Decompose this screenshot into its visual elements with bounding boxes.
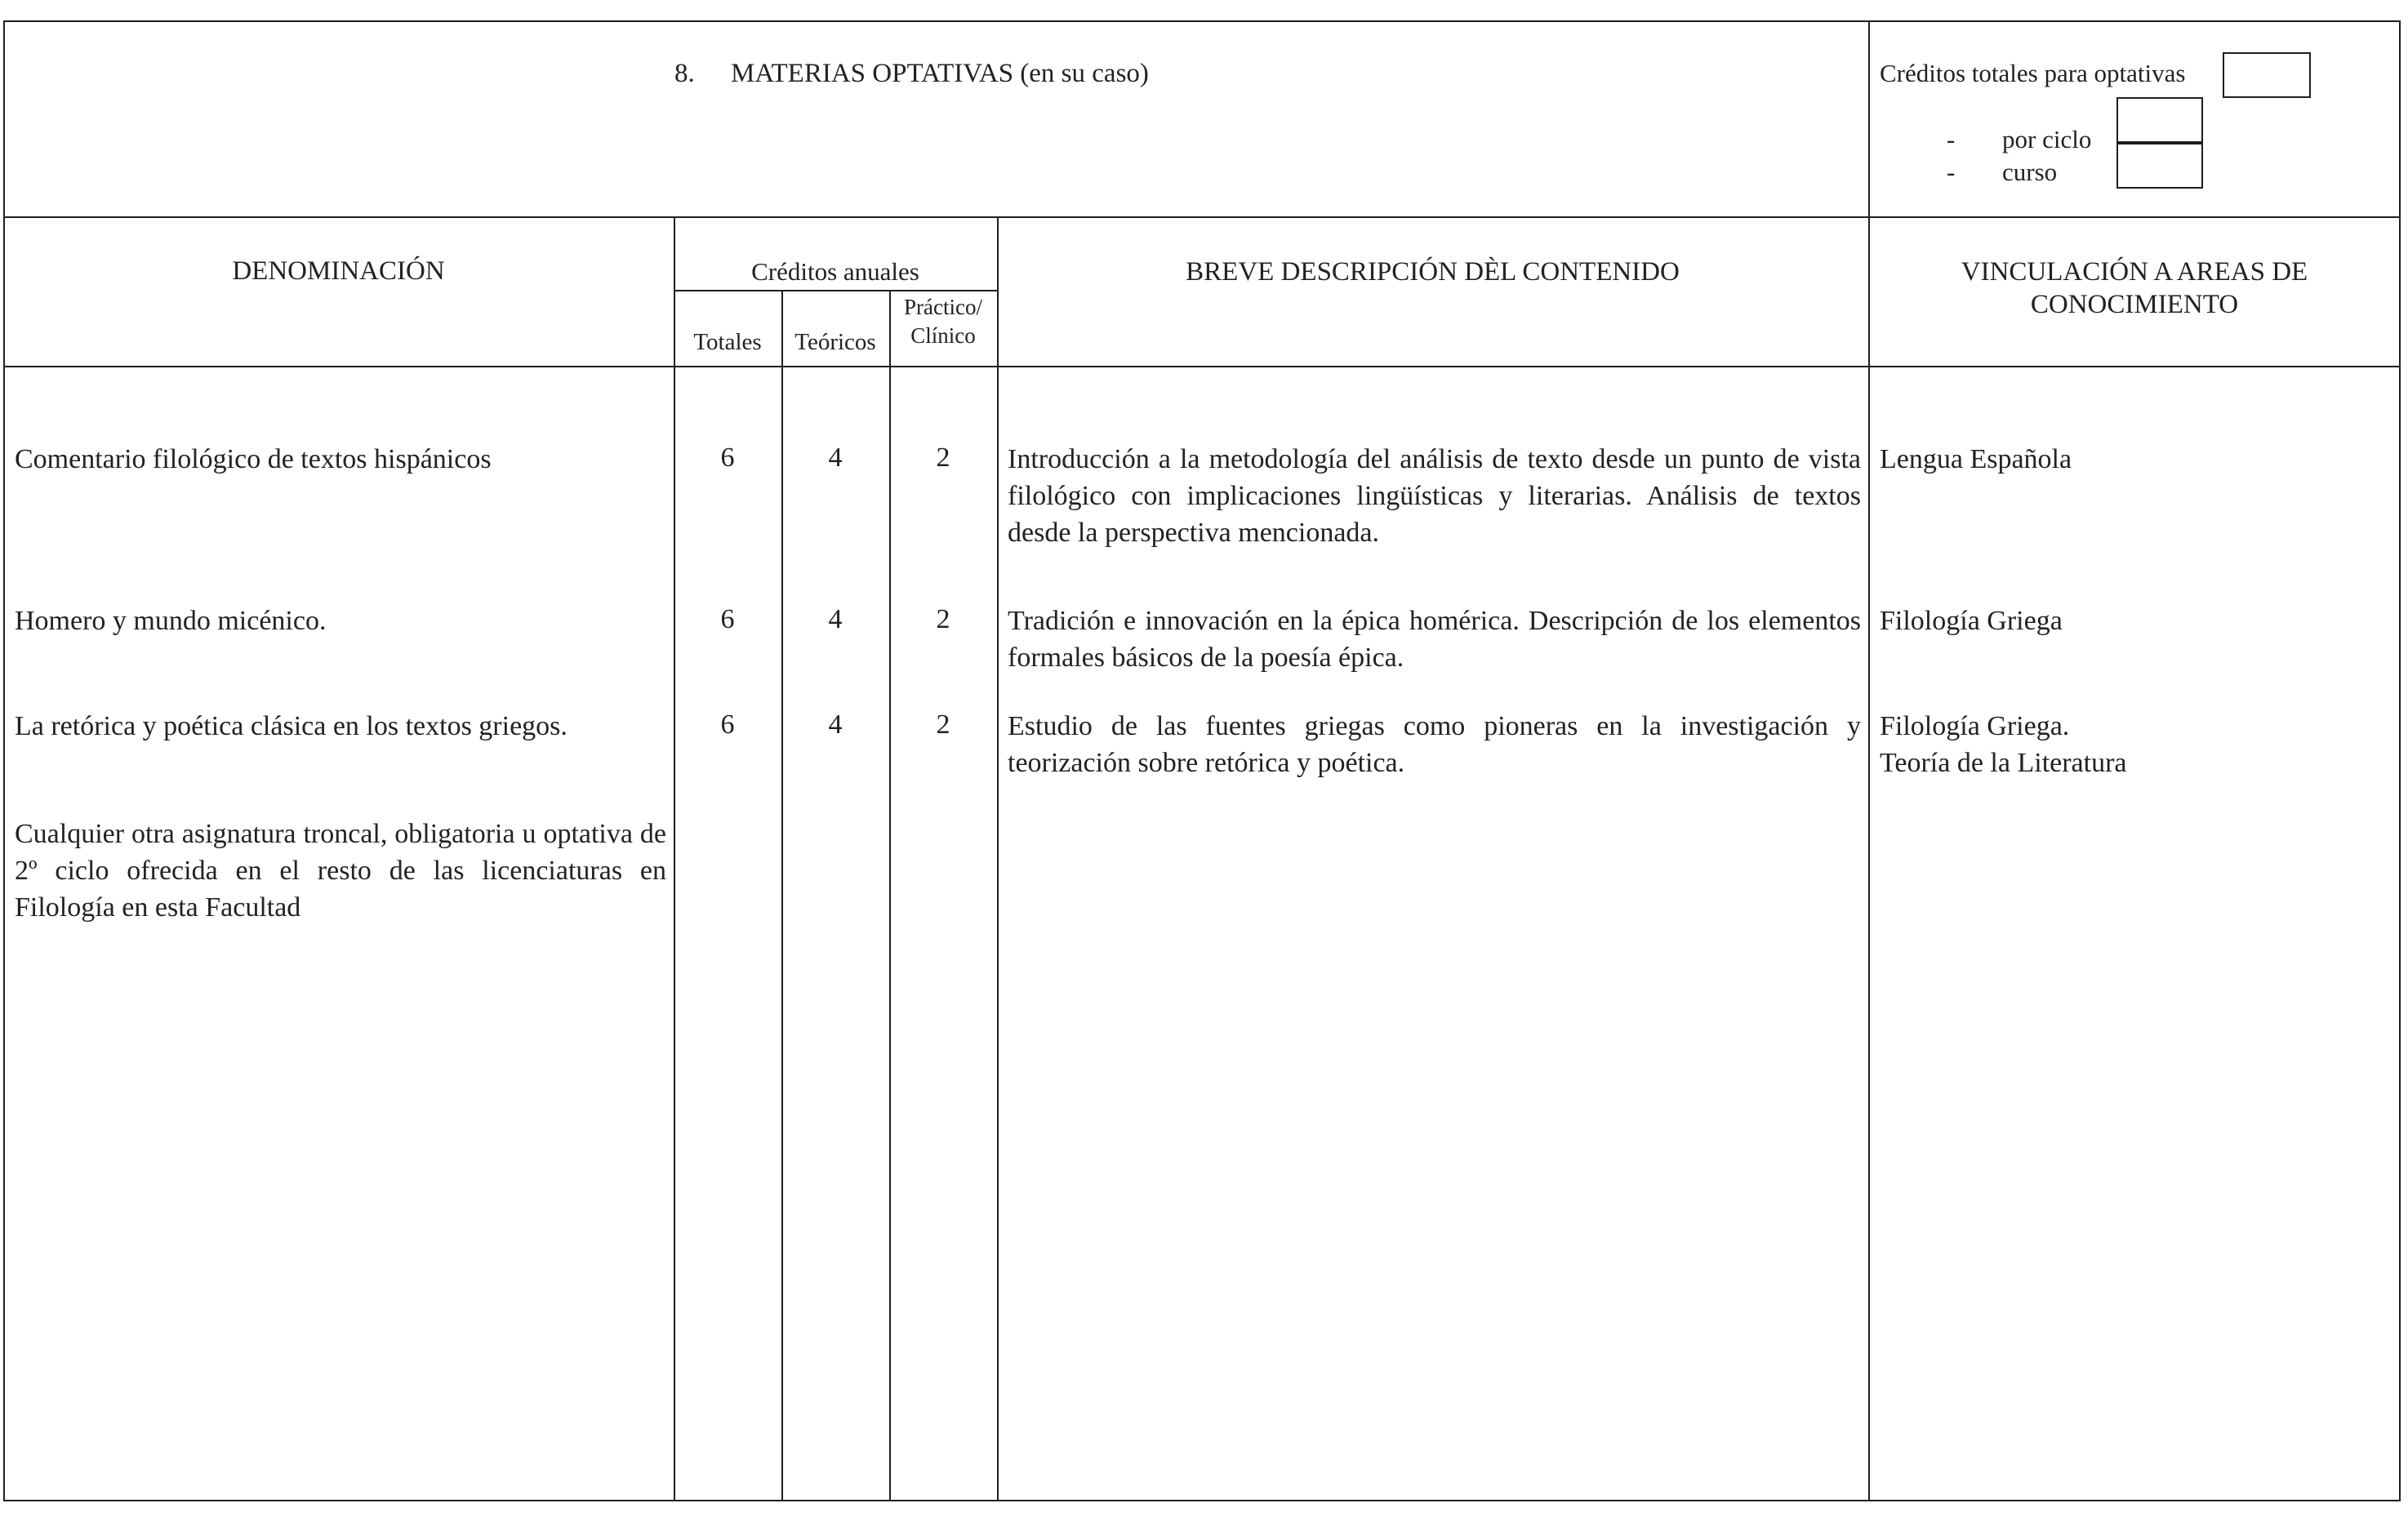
credits-total-box[interactable] — [2223, 52, 2311, 98]
column-header-divider — [3, 366, 2401, 367]
row-1-totales: 6 — [720, 443, 735, 473]
row-3-vinculacion-1: Filología Griega. — [1880, 711, 2070, 741]
row-2-vinculacion-1: Filología Griega — [1880, 606, 2063, 636]
row-2-denominacion: Homero y mundo micénico. — [15, 606, 327, 636]
credit-item-label-ciclo: por ciclo — [2002, 125, 2092, 153]
header-divider — [3, 216, 2401, 218]
row-2-practico: 2 — [936, 604, 950, 634]
column-header-denominacion: DENOMINACIÓN — [232, 256, 445, 286]
row-1-practico: 2 — [936, 443, 950, 473]
credit-item-dash-ciclo: - — [1947, 125, 1956, 153]
row-3-denominacion: La retórica y poética clásica en los textos griegos. — [15, 711, 568, 741]
col-divider-teoricos — [889, 290, 891, 1501]
row-1-denominacion: Comentario filológico de textos hispánicos — [15, 444, 492, 474]
row-3-practico: 2 — [936, 709, 950, 740]
row-2-descripcion: Tradición e innovación en la épica homérica. Descripción de los elementos formales básicos de la poesía épica. — [1008, 606, 1861, 673]
row-1-descripcion: Introducción a la metodología del análisis de texto desde un punto de vista filológico con implicaciones lingüísticas y literarias. Análisis de textos desde la perspectiva mencionada. — [1008, 444, 1861, 548]
credit-item-label-curso: curso — [2002, 158, 2058, 186]
row-1-vinculacion-1: Lengua Española — [1880, 444, 2072, 474]
row-3-teoricos: 4 — [828, 709, 843, 740]
row-3-descripcion: Estudio de las fuentes griegas como pioneras en la investigación y teorización sobre retórica y poética. — [1008, 711, 1861, 778]
por-ciclo-box[interactable] — [2116, 97, 2203, 143]
col-divider-practico — [997, 216, 999, 1501]
col-divider-denominacion — [674, 216, 675, 1501]
column-header-practico-line1: Práctico/ — [904, 295, 982, 319]
column-header-teoricos: Teóricos — [795, 329, 876, 355]
section-title: MATERIAS OPTATIVAS (en su caso) — [731, 59, 1149, 88]
row-3-vinculacion-2: Teoría de la Literatura — [1880, 748, 2127, 778]
curso-box[interactable] — [2116, 143, 2203, 189]
credits-total-label: Créditos totales para optativas — [1880, 59, 2186, 87]
row-4-denominacion: Cualquier otra asignatura troncal, obligatoria u optativa de 2º ciclo ofrecida en el resto de las licenciaturas en Filología en esta Facultad — [15, 819, 666, 923]
row-1-teoricos: 4 — [828, 443, 843, 473]
column-header-practico-line2: Clínico — [910, 323, 976, 348]
header-right-divider — [1868, 20, 1870, 1501]
section-number: 8. — [674, 59, 695, 88]
creditos-subheader-divider — [674, 290, 997, 291]
column-header-totales: Totales — [693, 329, 762, 355]
row-2-totales: 6 — [720, 604, 735, 634]
column-header-creditos-anuales: Créditos anuales — [751, 257, 919, 286]
column-header-vinculacion-line2: CONOCIMIENTO — [2030, 290, 2239, 319]
credit-item-dash-curso: - — [1947, 158, 1956, 186]
column-header-vinculacion-line1: VINCULACIÓN A AREAS DE — [1961, 257, 2308, 287]
column-header-descripcion: BREVE DESCRIPCIÓN DÈL CONTENIDO — [1186, 257, 1680, 287]
row-2-teoricos: 4 — [828, 604, 843, 634]
col-divider-totales — [781, 290, 783, 1501]
row-3-totales: 6 — [720, 709, 735, 740]
